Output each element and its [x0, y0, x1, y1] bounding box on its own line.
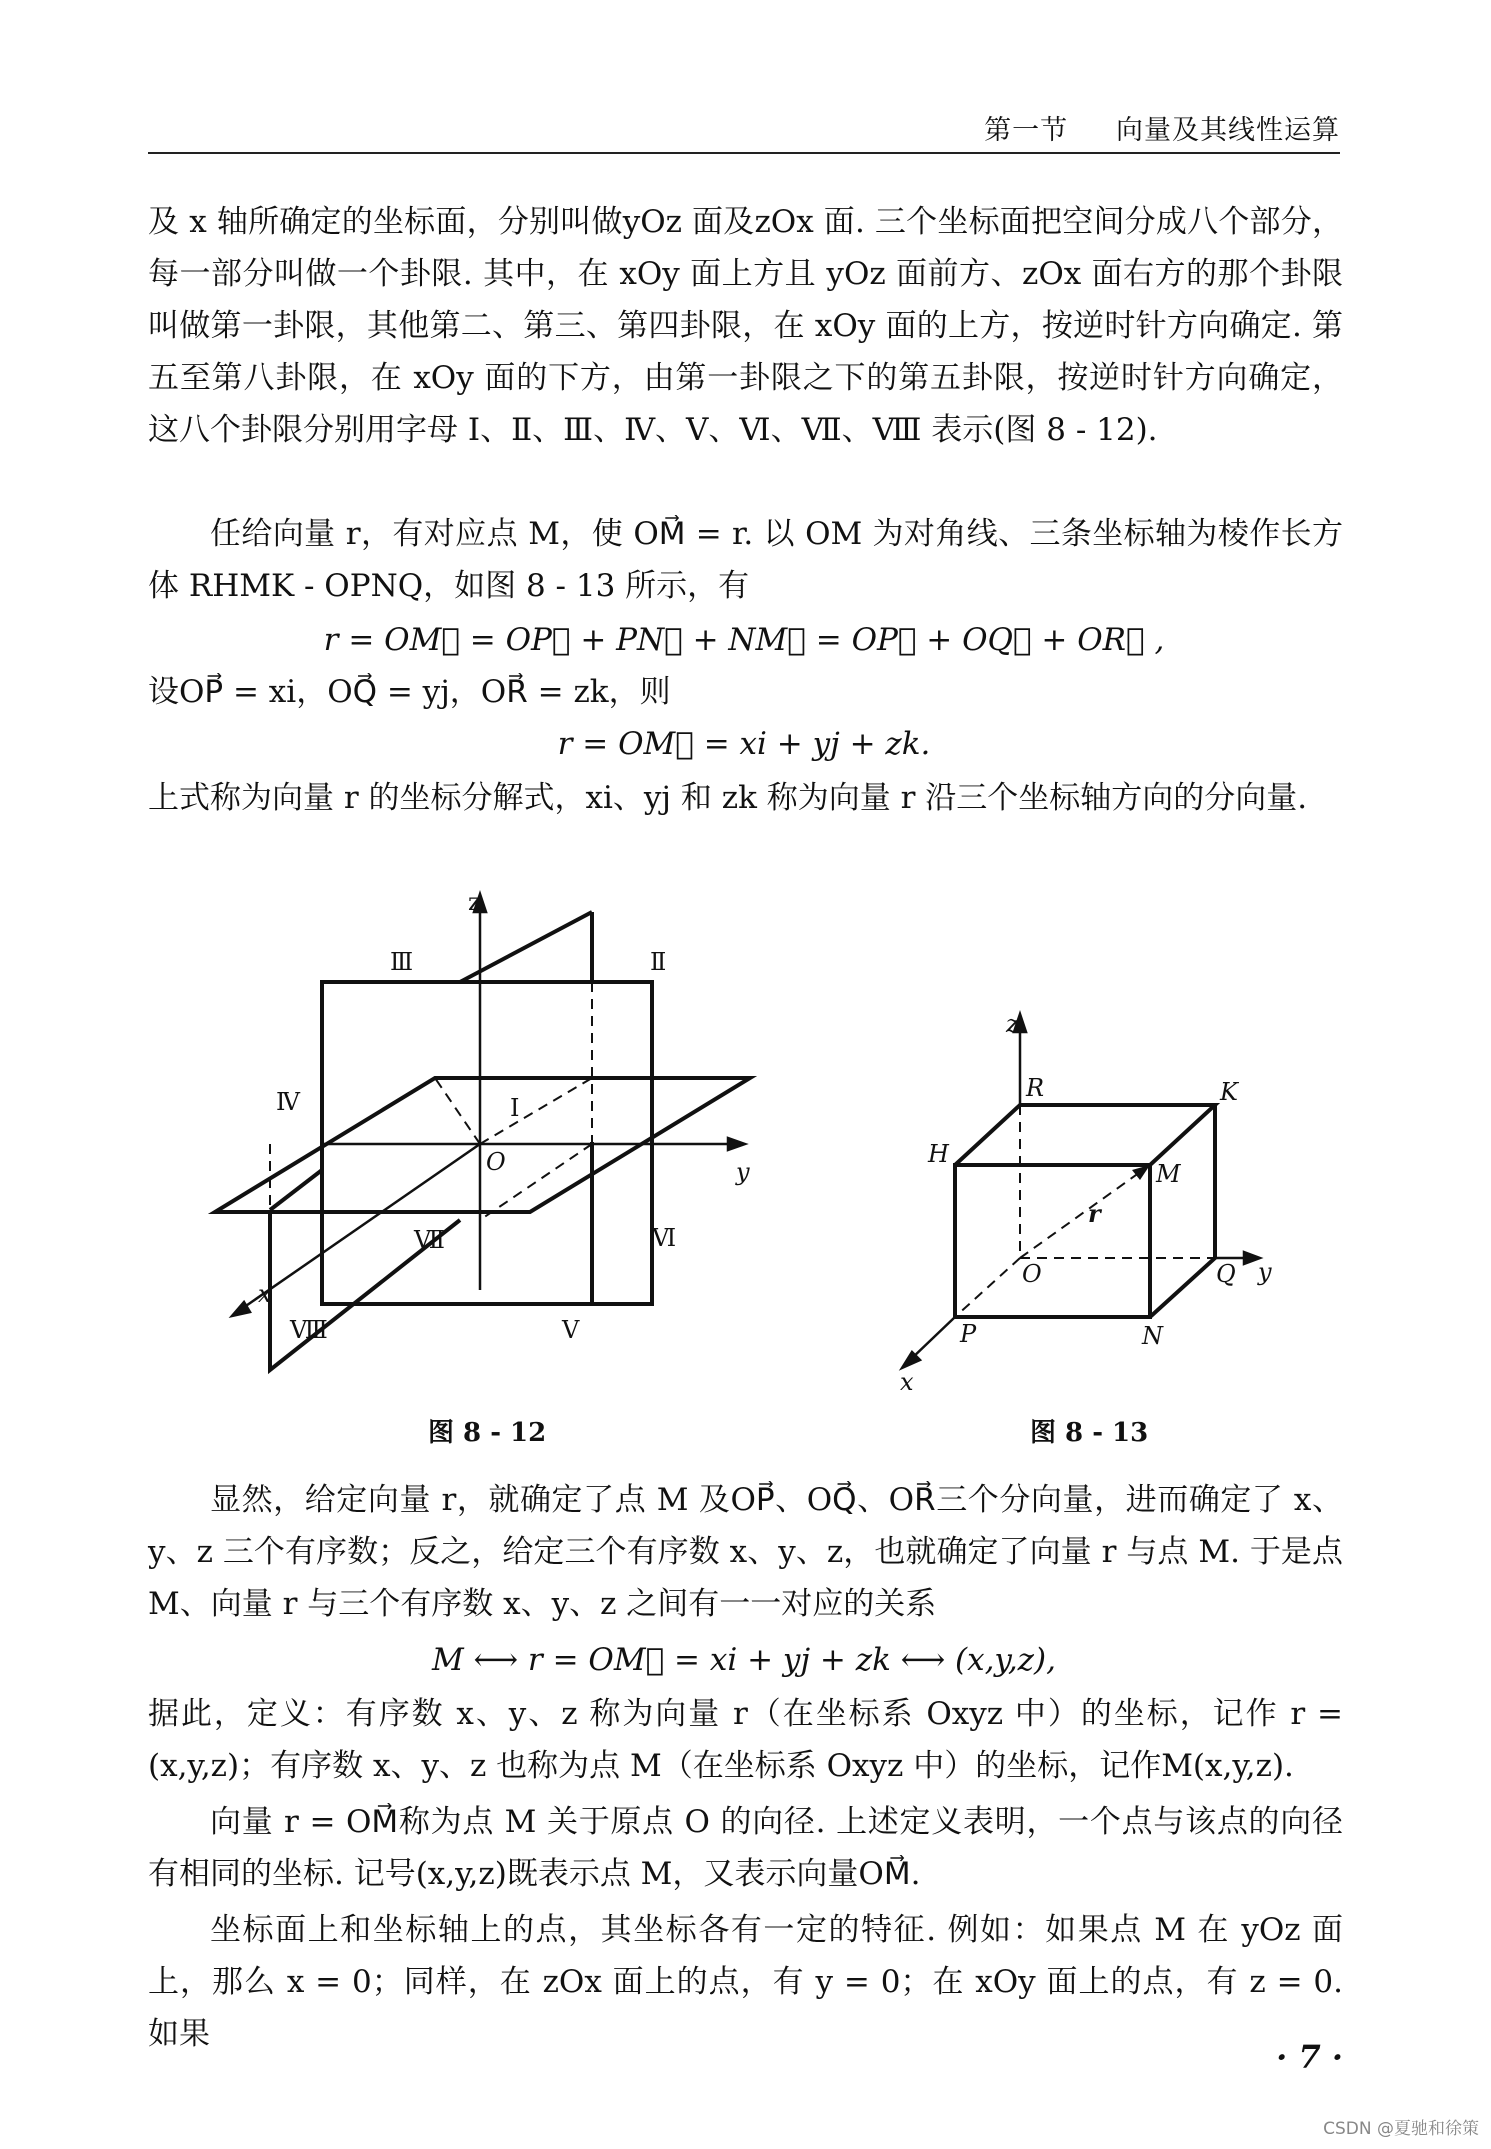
- fig13-point-R: R: [1026, 1074, 1045, 1102]
- fig12-octant-4: Ⅳ: [276, 1088, 300, 1116]
- watermark: CSDN @夏驰和徐策: [1323, 2119, 1479, 2139]
- fig12-octant-7: Ⅶ: [414, 1226, 445, 1254]
- fig13-point-K: K: [1220, 1078, 1238, 1106]
- fig12-octant-3: Ⅲ: [390, 948, 414, 976]
- figure-8-12: [200, 890, 780, 1400]
- fig13-vector-r: r: [1088, 1199, 1101, 1228]
- header-title: 向量及其线性运算: [1116, 115, 1340, 146]
- fig12-octant-2: Ⅱ: [650, 948, 667, 976]
- paragraph-radius-vector: 向量 r = OM⃗称为点 M 关于原点 O 的向径. 上述定义表明，一个点与该点的向径有相同的坐标. 记号(x,y,z)既表示点 M，又表示向量OM⃗.: [148, 1804, 1343, 1892]
- figure-8-13-caption: 图 8 - 13: [1030, 1418, 1149, 1448]
- fig12-origin-label: O: [486, 1148, 506, 1176]
- fig13-point-H: H: [928, 1140, 949, 1168]
- fig12-y-label: y: [736, 1158, 750, 1186]
- figure-8-12-caption: 图 8 - 12: [428, 1418, 547, 1448]
- paragraph-correspondence: 显然，给定向量 r，就确定了点 M 及OP⃗、OQ⃗、OR⃗三个分向量，进而确定了 x、y、z 三个有序数；反之，给定三个有序数 x、y、z，也就确定了向量 r 与点 M. 于是点 M、向量 r 与三个有序数 x、y、z 之间有一一对应的关系: [148, 1482, 1343, 1622]
- fig13-y-label: y: [1258, 1258, 1272, 1286]
- header-section: 第一节: [984, 115, 1069, 146]
- header-divider: [148, 152, 1340, 154]
- fig12-octant-6: Ⅵ: [652, 1224, 677, 1252]
- figure-8-13: [880, 1010, 1300, 1400]
- fig13-origin-label: O: [1022, 1260, 1042, 1288]
- fig12-z-label: z: [468, 890, 481, 916]
- equation-decomposition: r = OM⃗ = OP⃗ + PN⃗ + NM⃗ = OP⃗ + OQ⃗ + OR⃗ ,: [323, 622, 1165, 658]
- fig12-octant-1: Ⅰ: [510, 1094, 520, 1122]
- paragraph-vector-r: 任给向量 r，有对应点 M，使 OM⃗ = r. 以 OM 为对角线、三条坐标轴为棱作长方体 RHMK - OPNQ，如图 8 - 13 所示，有: [148, 516, 1343, 604]
- fig13-point-Q: Q: [1216, 1260, 1236, 1288]
- fig12-octant-8: Ⅷ: [290, 1316, 328, 1344]
- equation-coordinate-form: r = OM⃗ = xi + yj + zk.: [557, 726, 931, 762]
- fig13-point-P: P: [960, 1320, 977, 1348]
- paragraph-plane-points: 坐标面上和坐标轴上的点，其坐标各有一定的特征. 例如：如果点 M 在 yOz 面上，那么 x = 0；同样，在 zOx 面上的点，有 y = 0；在 xOy 面上的点，有 z = 0. 如果: [148, 1912, 1343, 2052]
- page-number: · 7 ·: [1276, 2038, 1343, 2076]
- equation-one-to-one: M ⟷ r = OM⃗ = xi + yj + zk ⟷ (x,y,z),: [432, 1642, 1056, 1678]
- fig12-octant-5: Ⅴ: [562, 1316, 580, 1344]
- paragraph-octants: 及 x 轴所确定的坐标面，分别叫做yOz 面及zOx 面. 三个坐标面把空间分成八个部分，每一部分叫做一个卦限. 其中，在 xOy 面上方且 yOz 面前方、zOx 面右方的那个卦限叫做第一卦限，其他第二、第三、第四卦限，在 xOy 面的上方，按逆时针方向确定. 第五至第八卦限，在 xOy 面的下方，由第一卦限之下的第五卦限，按逆时针方向确定，这八个卦限分别用字母 Ⅰ、Ⅱ、Ⅲ、Ⅳ、Ⅴ、Ⅵ、Ⅶ、Ⅷ 表示(图 8 - 12).: [148, 204, 1343, 448]
- fig12-x-label: x: [258, 1280, 272, 1308]
- fig13-z-label: z: [1006, 1010, 1019, 1038]
- fig13-point-M: M: [1156, 1160, 1181, 1188]
- paragraph-set-components: 设OP⃗ = xi，OQ⃗ = yj，OR⃗ = zk，则: [148, 674, 671, 710]
- running-header: [148, 108, 1340, 147]
- fig13-x-label: x: [900, 1368, 914, 1396]
- fig13-point-N: N: [1142, 1322, 1163, 1350]
- paragraph-decomposition-def: 上式称为向量 r 的坐标分解式，xi、yj 和 zk 称为向量 r 沿三个坐标轴方向的分向量.: [148, 780, 1308, 816]
- paragraph-coordinate-def: 据此，定义：有序数 x、y、z 称为向量 r（在坐标系 Oxyz 中）的坐标，记作 r = (x,y,z)；有序数 x、y、z 也称为点 M（在坐标系 Oxyz 中）的坐标，记作M(x,y,z).: [148, 1696, 1343, 1784]
